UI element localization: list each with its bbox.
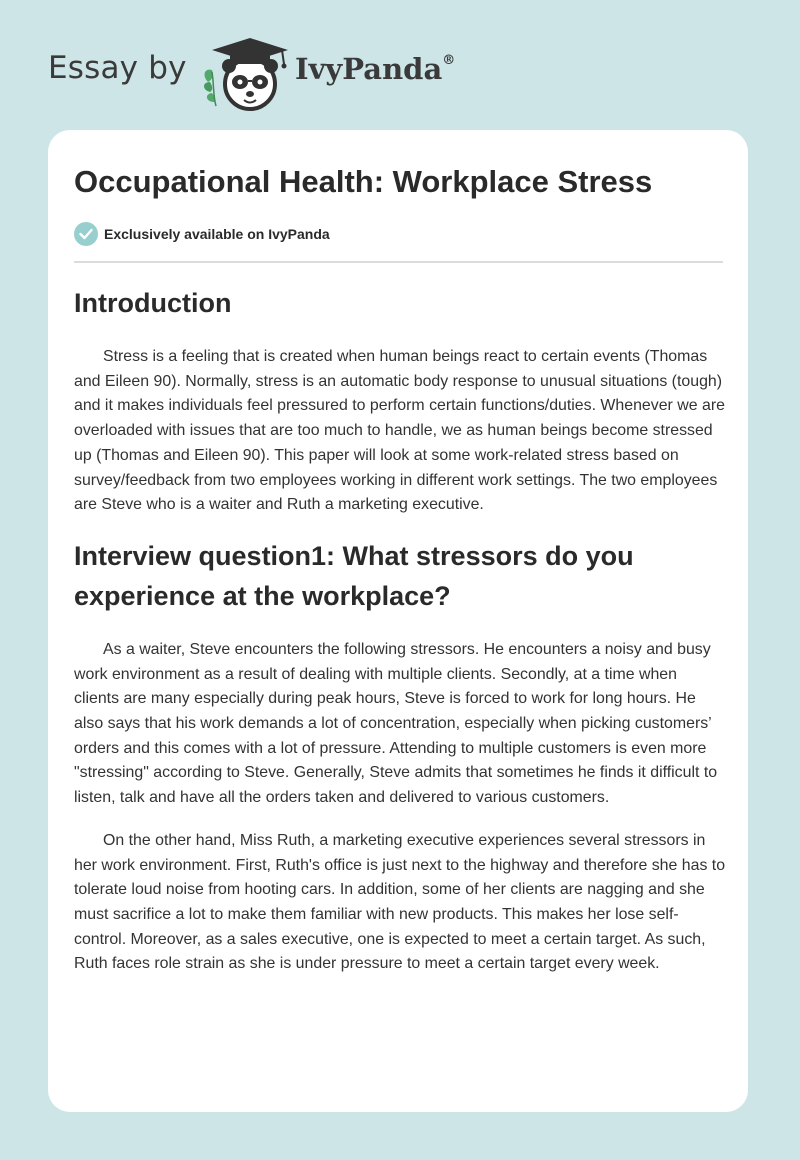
panda-graduate-icon bbox=[200, 34, 295, 114]
divider bbox=[74, 261, 723, 263]
article-body bbox=[74, 280, 726, 995]
section-interview-question-1 bbox=[74, 536, 726, 977]
badge-text: Exclusively available on IvyPanda bbox=[104, 226, 330, 242]
check-icon bbox=[74, 222, 98, 246]
section-heading: Interview question1: What stressors do you experience at the workplace? bbox=[74, 540, 634, 611]
essay-card bbox=[48, 130, 748, 1112]
brand-name[interactable] bbox=[295, 52, 455, 86]
essay-by-label: Essay by bbox=[48, 50, 187, 86]
site-header bbox=[0, 0, 800, 130]
ivypanda-logo[interactable] bbox=[200, 34, 295, 114]
section-heading: Introduction bbox=[74, 288, 232, 318]
trademark-symbol: ® bbox=[442, 53, 456, 69]
exclusive-badge bbox=[74, 222, 330, 246]
section-introduction bbox=[74, 283, 726, 518]
paragraph: Stress is a feeling that is created when human beings react to certain events (Thomas and Eileen 90). Normally, stress is an automatic body response to unusual situations (tough) and it makes individuals feel pressured to perform certain functions/duties. Whenever we are overloaded with issues that are too much to handle, we as human beings become stressed up (Thomas and Eileen 90). This paper will look at some work-related stress based on survey/feedback from two employees working in different work settings. The two employees are Steve who is a waiter and Ruth a marketing executive. bbox=[74, 348, 725, 514]
paragraph: On the other hand, Miss Ruth, a marketing executive experiences several stressors in her work environment. First, Ruth's office is just next to the highway and therefore she has to tolerate loud noise from hooting cars. In addition, some of her clients are nagging and she must sacrifice a lot to make them familiar with new products. This makes her lose self-control. Moreover, as a sales executive, one is expected to meet a certain target. As such, Ruth faces role strain as she is under pressure to meet a certain target every week. bbox=[74, 831, 726, 973]
paragraph: As a waiter, Steve encounters the following stressors. He encounters a noisy and busy work environment as a result of dealing with multiple clients. Secondly, at a time when clients are many especially during peak hours, Steve is forced to work for long hours. He also says that his work demands a lot of concentration, especially when picking customers’ orders and this comes with a lot of pressure. Attending to multiple customers is even more "stressing" according to Steve. Generally, Steve admits that sometimes he finds it difficult to listen, talk and have all the orders taken and delivered to various customers. bbox=[74, 640, 718, 807]
brand-name-text: IvyPanda bbox=[295, 52, 443, 86]
page-title: Occupational Health: Workplace Stress bbox=[74, 164, 653, 199]
